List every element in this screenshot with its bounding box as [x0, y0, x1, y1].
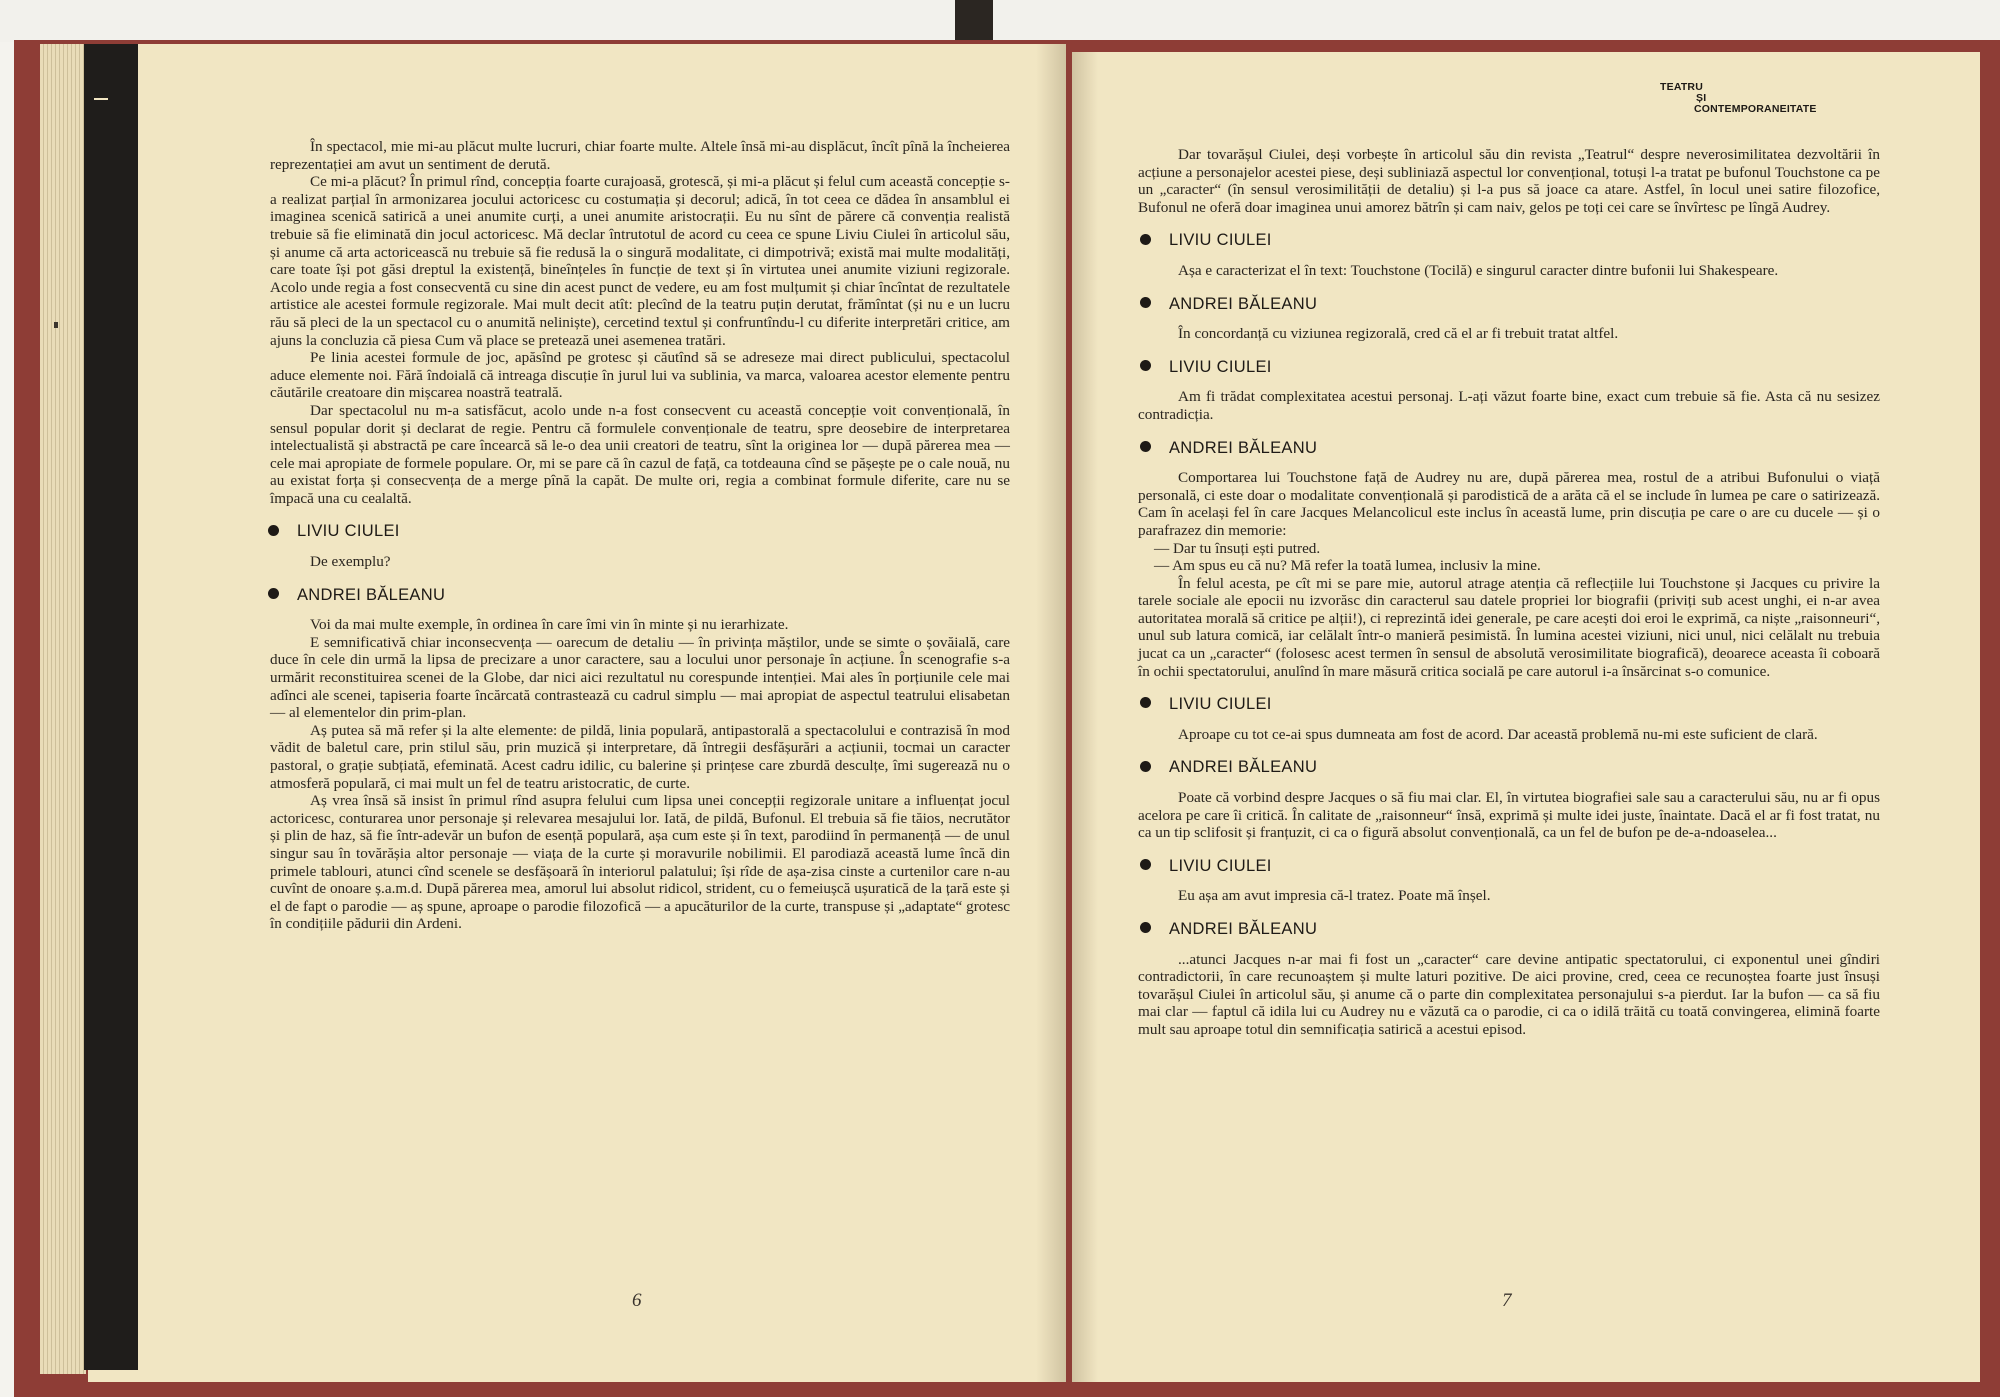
bullet-icon: [1140, 922, 1151, 933]
left-gutter-shadow: [1036, 44, 1066, 1382]
bullet-icon: [1140, 234, 1151, 245]
paragraph: În felul acesta, pe cît mi se pare mie, autorul atrage atenția că reflecțiile lui Touchstone și Jacques cu privire la tarele sociale ale epocii nu izvorăsc din caracterul sau datele propriei lor biografii (priviți sub acest unghi, ei n-ar avea autoritatea morală să critice pe alții!), ci reprezintă idei generale, pe care acești doi eroi le exprimă, ca niște „raisonneuri“, unul sub latura comică, iar celălalt într-o manieră pesimistă. În lumina acestei viziuni, nici unul, nici celălalt nu trebuia jucat ca un „caracter“ (folosesc acest termen în sensul de absolută verosimilitate biografică), deoarece aceasta îi coboară în ochii spectatorului, anulînd în mare măsură critica socială pe care autorul i-a însărcinat s-o comunice.: [1138, 574, 1880, 680]
page-edges: [40, 44, 86, 1374]
running-header: [1650, 82, 1817, 115]
bullet-icon: [268, 525, 279, 536]
paragraph: Eu așa am avut impresia că-l tratez. Poate mă înșel.: [1178, 887, 1491, 905]
bullet-icon: [1140, 697, 1151, 708]
header-line: ȘI: [1696, 92, 1707, 104]
speaker-heading: [1140, 232, 1880, 250]
bullet-icon: [1140, 360, 1151, 371]
paragraph: Aș putea să mă refer și la alte elemente: de pildă, linia populară, antipastorală a spectacolului e contrazisă în mod vădit de baletul care, prin stilul său, prin muzică și interpretare, dă întregii desfășurări a acțiunii, tocmai un caracter pastoral, o grație subțiată, efeminată. Acest cadru idilic, cu balerine și prințese care zburdă desculțe, îmi sugerează nu o atmosferă populară, ci mai mult un fel de teatru aristocratic, de curte.: [270, 721, 1010, 792]
dialogue-line: — Dar tu însuți ești putred.: [1154, 539, 1321, 557]
scan-edge-strip: [955, 0, 993, 40]
speaker-name: LIVIU CIULEI: [1169, 695, 1272, 714]
paragraph: Dar tovarășul Ciulei, deși vorbește în articolul său din revista „Teatrul“ despre neverosimilitatea dezvoltării în acțiune a personajelor acestei piese, deși subliniază aspectul lor convențional, totuși l-a tratat pe bufonul Touchstone ca pe un „caracter“ (în sensul verosimilității de detaliu) și l-a pus să joace ca atare. Astfel, în locul unei satire filozofice, Bufonul ne oferă doar imaginea unui amorez bătrîn și cam naiv, gelos pe toți cei care se învîrtesc pe lîngă Audrey.: [1138, 146, 1880, 216]
scan-background: [0, 0, 2000, 42]
page-number-right: 7: [1502, 1290, 1512, 1311]
bullet-icon: [1140, 441, 1151, 452]
paragraph: Poate că vorbind despre Jacques o să fiu mai clar. El, în virtutea biografiei sale sau a caracterului său, nu ar fi opus acelora pe care îi critică. În calitate de „raisonneur“ însă, exprimă și multe idei juste, înaintate. Dacă el ar fi fost tratat, nu ca un tip sclifosit și franțuzit, ci ca o figură absolut convențională, ca un fel de bufon pe de-a-ndoaselea...: [1138, 789, 1880, 842]
speaker-heading: [268, 523, 1010, 541]
speaker-name: ANDREI BĂLEANU: [1169, 438, 1318, 457]
dialogue-line: — Am spus eu că nu? Mă refer la toată lumea, inclusiv la mine.: [1154, 557, 1541, 575]
paragraph: De exemplu?: [310, 553, 391, 571]
bullet-icon: [1140, 761, 1151, 772]
speaker-heading: [1140, 440, 1880, 458]
speaker-heading: [1140, 858, 1880, 876]
page-number-left: 6: [632, 1290, 642, 1311]
header-line: TEATRU: [1660, 81, 1704, 93]
speaker-name: ANDREI BĂLEANU: [1169, 758, 1318, 777]
speaker-name: LIVIU CIULEI: [1169, 856, 1272, 875]
bullet-icon: [1140, 297, 1151, 308]
paragraph: Ce mi-a plăcut? În primul rînd, concepția foarte curajoasă, grotescă, și mi-a plăcut și felul cum această concepție s-a realizat parțial în armonizarea jocului actoricesc cu costumația și decorul; adică, în tot ceea ce dădea în ansamblul ei imaginea scenică satirică a unei anumite curți, a unei anumite aristocrații. Eu nu sînt de părere că convenția realistă trebuie să fie eliminată din jocul actoricesc. Mă declar întrutotul de acord cu ceea ce spune Liviu Ciulei în articolul său, și anume că arta actoricească nu trebuie să fie redusă la o singură modalitate, ci dimpotrivă; există mai multe modalități, care toate își pot găsi dreptul la existență, bineînțeles în funcție de text și în virtutea unei anumite viziuni regizorale. Acolo unde regia a fost consecventă cu sine din acest punct de vedere, eu am fost mulțumit și chiar încîntat de rezultatele artistice ale acestei formule regizorale. Mai mult decit atît: plecînd de la teatru puțin derutat, frămîntat (și nu e un lucru rău să pleci de la un spectacol cu o anumită neliniște), cercetind textul și confruntîndu-l cu diferite interpretări critice, am ajuns la concluzia că piesa Cum vă place se pretează unei asemenea tratări.: [270, 173, 1010, 349]
binding-strip: [84, 44, 138, 1370]
speaker-heading: [1140, 296, 1880, 314]
paragraph: Pe linia acestei formule de joc, apăsînd pe grotesc și căutînd să se adreseze mai direct publicului, spectacolul aduce elemente noi. Fără îndoială că intreaga discuție în jurul lui va sublinia, va marca, valoarea acestor elemente pentru căutările creatoare din mișcarea noastră teatrală.: [270, 349, 1010, 402]
paragraph: Aproape cu tot ce-ai spus dumneata am fost de acord. Dar această problemă nu-mi este suficient de clară.: [1178, 725, 1818, 743]
paragraph: Am fi trădat complexitatea acestui personaj. L-ați văzut foarte bine, exact cum trebuie să fie. Asta că nu sesizez contradicția.: [1138, 388, 1880, 423]
paragraph: În concordanță cu viziunea regizorală, cred că el ar fi trebuit tratat altfel.: [1178, 325, 1619, 343]
speaker-name: LIVIU CIULEI: [1169, 231, 1272, 250]
right-gutter-shadow: [1072, 52, 1098, 1382]
speaker-name: ANDREI BĂLEANU: [297, 585, 446, 604]
paragraph: ...atunci Jacques n-ar mai fi fost un „caracter“ care devine antipatic spectatorului, ci exponentul unei gîndiri contradictorii, în care recunoaștem și multe laturi pozitive. De aici provine, cred, ceea ce recunoștea foarte just însuși tovarășul Ciulei în articolul său, și anume că o parte din complexitatea personajului s-a pierdut. Iar la bufon — ca să fiu mai clar — faptul că idila lui cu Audrey nu e văzută ca o parodie, ci ca o idilă trăită cu toată convingerea, elimină foarte mult sau aproape totul din semnificația satirică a acestui episod.: [1138, 950, 1880, 1038]
bullet-icon: [1140, 859, 1151, 870]
paragraph: Dar spectacolul nu m-a satisfăcut, acolo unde n-a fost consecvent cu această concepție voit convențională, în sensul popular dorit și declarat de regie. Pentru că formulele convenționale de teatru, spre deosebire de interpretarea intelectualistă și abstractă pe care încearcă să le-o dea unii creatori de teatru, sînt la originea lor — după părerea mea — cele mai apropiate de formele populare. Or, mi se pare că în cazul de față, ca totdeauna cînd se pășește pe o cale nouă, nu au existat forța și consecvența de a merge pînă la capăt. De multe ori, regia a combinat formule diferite, care nu se împacă una cu cealaltă.: [270, 401, 1010, 507]
paragraph: Comportarea lui Touchstone față de Audrey nu are, după părerea mea, rostul de a atribui Bufonului o viață personală, ci este doar o modalitate convențională și parodistică de a arăta că el se include în lumea pe care o satirizează. Cam în același fel în care Jacques Melancolicul este inclus în această lume, prin discuția pe care o are cu ducele — și o parafrazez din memorie:: [1138, 469, 1880, 539]
margin-mark: [54, 322, 58, 328]
bullet-icon: [268, 588, 279, 599]
right-text-column: [1138, 146, 1880, 1039]
speaker-name: LIVIU CIULEI: [297, 522, 400, 541]
binding-tick: [94, 98, 108, 100]
speaker-heading: [1140, 696, 1880, 714]
left-text-column: [270, 138, 1010, 933]
speaker-heading: [1140, 921, 1880, 939]
speaker-heading: [268, 587, 1010, 605]
paragraph: Aș vrea însă să insist în primul rînd asupra felului cum lipsa unei concepții regizorale unitare a influențat jocul actoricesc, conturarea unor personaje și relevarea mesajului lor. Iată, de pildă, Bufonul. El trebuia să fie tăios, necrutător și plin de haz, să fie într-adevăr un bufon de esență populară, așa cum este și în text, parodiind în permanență — de unul singur sau în tovărășia altor personaje — viața de la curte și moravurile nobilimii. El parodiază această lume încă din primele tablouri, atunci cînd scenele se desfășoară în interiorul palatului; își rîde de așa-zisa cinste a curtenilor care n-au cuvînt de onoare ș.a.m.d. După părerea mea, amorul lui absolut ridicol, strident, cu o femeiușcă ușuratică de la țară este și el de fapt o parodie — aș spune, aproape o parodie filozofică — a apucăturilor de la curte, transpuse și „adaptate“ grotesc în condițiile pădurii din Ardeni.: [270, 792, 1010, 933]
paragraph: Așa e caracterizat el în text: Touchstone (Tocilă) e singurul caracter dintre bufonii lui Shakespeare.: [1178, 261, 1779, 279]
speaker-name: ANDREI BĂLEANU: [1169, 920, 1318, 938]
paragraph: În spectacol, mie mi-au plăcut multe lucruri, chiar foarte multe. Altele însă mi-au displăcut, încît pînă la încheierea reprezentației am avut un sentiment de derută.: [270, 138, 1010, 173]
speaker-name: ANDREI BĂLEANU: [1169, 294, 1318, 313]
speaker-heading: [1140, 759, 1880, 777]
header-line: CONTEMPORANEITATE: [1694, 103, 1817, 115]
speaker-name: LIVIU CIULEI: [1169, 357, 1272, 376]
paragraph: Voi da mai multe exemple, în ordinea în care îmi vin în minte și nu ierarhizate.: [310, 616, 789, 634]
paragraph: E semnificativă chiar inconsecvența — oarecum de detaliu — în privința măștilor, unde se simte o șovăială, care duce în cele din urmă la lipsa de precizare a unor caractere, sau a locului unor personaje în acțiune. În scenografie s-a urmărit reconstituirea scenei de la Globe, dar nici aici rezultatul nu corespunde intenției. Mai ales în porțiunile cele mai adînci ale scenei, tapiseria foarte încărcată contrastează cu cadrul simplu — mai apropiat de aspectul teatrului elisabetan — al elementelor din prim-plan.: [270, 633, 1010, 722]
speaker-heading: [1140, 359, 1880, 377]
